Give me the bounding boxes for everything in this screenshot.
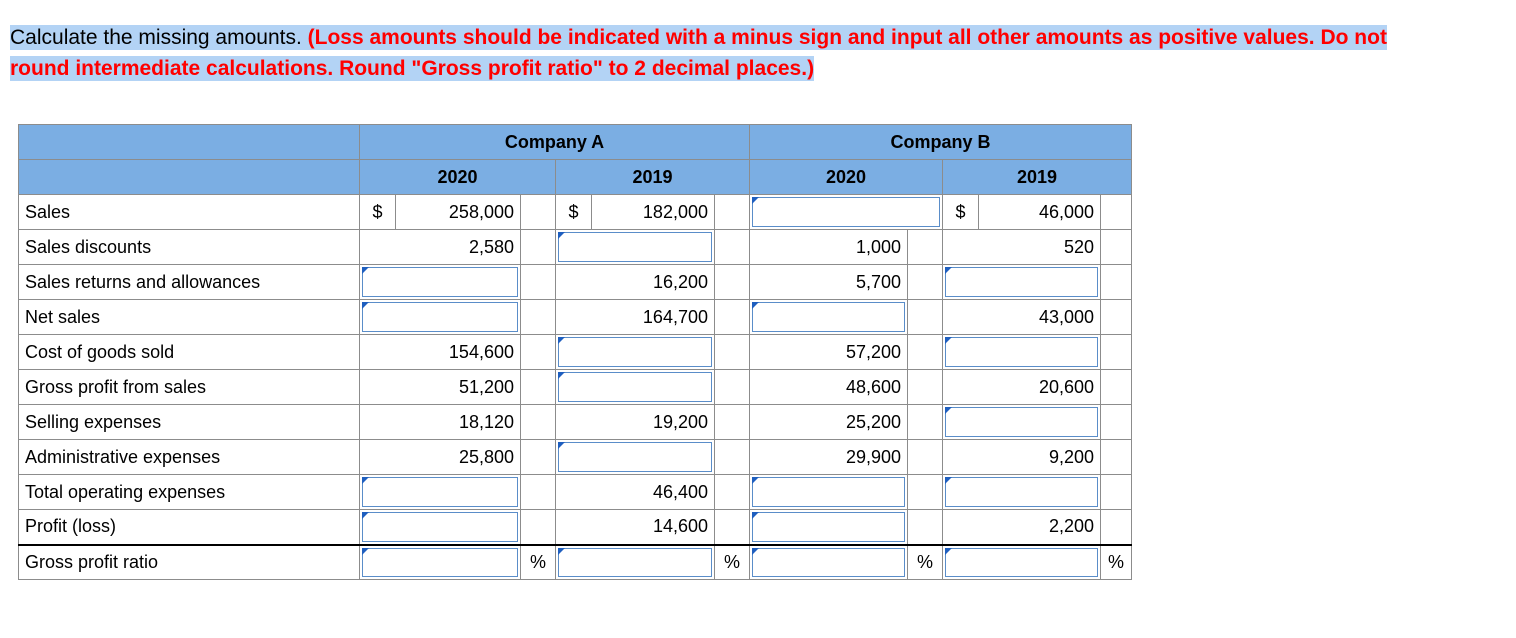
percent-sign: % [908, 545, 943, 580]
input-a-2020-total-opex[interactable] [360, 475, 521, 510]
empty-cell [908, 335, 943, 370]
input-box[interactable] [558, 232, 712, 262]
value-cell: 25,800 [360, 440, 521, 475]
input-box[interactable] [752, 197, 940, 227]
header-year-row [19, 160, 1132, 195]
value-cell: 2,200 [943, 510, 1101, 545]
empty-cell [908, 370, 943, 405]
empty-cell [1101, 300, 1132, 335]
empty-cell [521, 335, 556, 370]
percent-sign: % [715, 545, 750, 580]
currency-sign: $ [556, 195, 592, 230]
empty-cell [1101, 230, 1132, 265]
row-gross-profit [19, 370, 1132, 405]
row-label: Gross profit from sales [19, 370, 360, 405]
empty-cell [1101, 510, 1132, 545]
row-label: Cost of goods sold [19, 335, 360, 370]
input-a-2019-gross-profit[interactable] [556, 370, 715, 405]
row-selling-expenses [19, 405, 1132, 440]
header-blank [19, 125, 360, 160]
input-a-2019-sales-discounts[interactable] [556, 230, 715, 265]
empty-cell [715, 510, 750, 545]
year-a-2019: 2019 [556, 160, 750, 195]
input-b-2020-net-sales[interactable] [750, 300, 908, 335]
row-sales [19, 195, 1132, 230]
empty-cell [1101, 195, 1132, 230]
row-administrative-expenses [19, 440, 1132, 475]
empty-cell [715, 230, 750, 265]
input-box[interactable] [752, 548, 905, 578]
company-b-header: Company B [750, 125, 1132, 160]
input-a-2019-admin[interactable] [556, 440, 715, 475]
value-cell: 43,000 [943, 300, 1101, 335]
input-box[interactable] [558, 442, 712, 472]
value-cell: 57,200 [750, 335, 908, 370]
instruction-text: Calculate the missing amounts. [10, 26, 308, 49]
input-box[interactable] [362, 548, 518, 578]
input-b-2019-gp-ratio[interactable] [943, 545, 1101, 580]
input-b-2020-gp-ratio[interactable] [750, 545, 908, 580]
value-cell: 2,580 [360, 230, 521, 265]
empty-cell [715, 475, 750, 510]
currency-sign: $ [943, 195, 979, 230]
value-cell: 25,200 [750, 405, 908, 440]
empty-cell [521, 230, 556, 265]
empty-cell [908, 405, 943, 440]
row-label: Sales discounts [19, 230, 360, 265]
empty-cell [715, 265, 750, 300]
input-a-2020-gp-ratio[interactable] [360, 545, 521, 580]
instruction-note: (Loss amounts should be indicated with a minus sign and input all other amounts as positive values. Do not round intermediate calculations. Round "Gross profit ratio" to 2 decimal places.) [10, 26, 1387, 80]
currency-sign: $ [360, 195, 396, 230]
value-cell: 20,600 [943, 370, 1101, 405]
value-cell: 14,600 [556, 510, 715, 545]
row-profit-loss [19, 510, 1132, 545]
financial-table [18, 124, 1132, 580]
empty-cell [908, 475, 943, 510]
empty-cell [521, 510, 556, 545]
input-box[interactable] [945, 477, 1098, 507]
value-cell: 520 [943, 230, 1101, 265]
input-b-2020-total-opex[interactable] [750, 475, 908, 510]
empty-cell [521, 475, 556, 510]
empty-cell [908, 265, 943, 300]
row-cost-of-goods-sold [19, 335, 1132, 370]
input-box[interactable] [558, 548, 712, 578]
input-b-2019-total-opex[interactable] [943, 475, 1101, 510]
row-label: Total operating expenses [19, 475, 360, 510]
empty-cell [908, 510, 943, 545]
input-a-2019-gp-ratio[interactable] [556, 545, 715, 580]
input-box[interactable] [558, 372, 712, 402]
value-cell: 5,700 [750, 265, 908, 300]
empty-cell [521, 440, 556, 475]
row-gross-profit-ratio [19, 545, 1132, 580]
input-box[interactable] [362, 512, 518, 542]
input-a-2020-sales-returns[interactable] [360, 265, 521, 300]
header-company-row [19, 125, 1132, 160]
year-a-2020: 2020 [360, 160, 556, 195]
input-a-2020-net-sales[interactable] [360, 300, 521, 335]
empty-cell [715, 440, 750, 475]
input-box[interactable] [752, 512, 905, 542]
row-sales-discounts [19, 230, 1132, 265]
row-label: Sales [19, 195, 360, 230]
input-box[interactable] [945, 407, 1098, 437]
empty-cell [521, 300, 556, 335]
empty-cell [715, 300, 750, 335]
value-cell: 48,600 [750, 370, 908, 405]
empty-cell [521, 265, 556, 300]
row-label: Profit (loss) [19, 510, 360, 545]
instructions [10, 22, 1450, 84]
empty-cell [1101, 335, 1132, 370]
header-blank [19, 160, 360, 195]
row-total-operating-expenses [19, 475, 1132, 510]
input-box[interactable] [362, 267, 518, 297]
value-cell: 1,000 [750, 230, 908, 265]
percent-sign: % [1101, 545, 1132, 580]
value-cell: 16,200 [556, 265, 715, 300]
input-b-2019-selling[interactable] [943, 405, 1101, 440]
empty-cell [908, 440, 943, 475]
row-label: Net sales [19, 300, 360, 335]
percent-sign: % [521, 545, 556, 580]
input-box[interactable] [362, 477, 518, 507]
row-net-sales [19, 300, 1132, 335]
value-cell: 154,600 [360, 335, 521, 370]
input-b-2020-profit[interactable] [750, 510, 908, 545]
empty-cell [1101, 405, 1132, 440]
empty-cell [1101, 265, 1132, 300]
value-cell: 18,120 [360, 405, 521, 440]
input-box[interactable] [558, 337, 712, 367]
input-b-2020-sales[interactable] [750, 195, 943, 230]
value-cell: 164,700 [556, 300, 715, 335]
year-b-2019: 2019 [943, 160, 1132, 195]
input-box[interactable] [362, 302, 518, 332]
row-label: Administrative expenses [19, 440, 360, 475]
row-sales-returns [19, 265, 1132, 300]
empty-cell [715, 195, 750, 230]
input-box[interactable] [945, 337, 1098, 367]
input-box[interactable] [945, 548, 1098, 578]
value-cell: 51,200 [360, 370, 521, 405]
input-box[interactable] [752, 302, 905, 332]
input-box[interactable] [752, 477, 905, 507]
value-cell: 258,000 [396, 195, 521, 230]
company-a-header: Company A [360, 125, 750, 160]
value-cell: 29,900 [750, 440, 908, 475]
value-cell: 182,000 [592, 195, 715, 230]
input-a-2020-profit[interactable] [360, 510, 521, 545]
year-b-2020: 2020 [750, 160, 943, 195]
empty-cell [908, 300, 943, 335]
empty-cell [521, 195, 556, 230]
empty-cell [715, 335, 750, 370]
input-a-2019-cogs[interactable] [556, 335, 715, 370]
empty-cell [1101, 370, 1132, 405]
row-label: Selling expenses [19, 405, 360, 440]
empty-cell [715, 405, 750, 440]
empty-cell [1101, 475, 1132, 510]
input-box[interactable] [945, 267, 1098, 297]
input-b-2019-cogs[interactable] [943, 335, 1101, 370]
row-label: Gross profit ratio [19, 545, 360, 580]
row-label: Sales returns and allowances [19, 265, 360, 300]
empty-cell [521, 405, 556, 440]
empty-cell [1101, 440, 1132, 475]
value-cell: 9,200 [943, 440, 1101, 475]
empty-cell [521, 370, 556, 405]
empty-cell [715, 370, 750, 405]
value-cell: 46,000 [979, 195, 1101, 230]
value-cell: 19,200 [556, 405, 715, 440]
value-cell: 46,400 [556, 475, 715, 510]
empty-cell [908, 230, 943, 265]
input-b-2019-sales-returns[interactable] [943, 265, 1101, 300]
